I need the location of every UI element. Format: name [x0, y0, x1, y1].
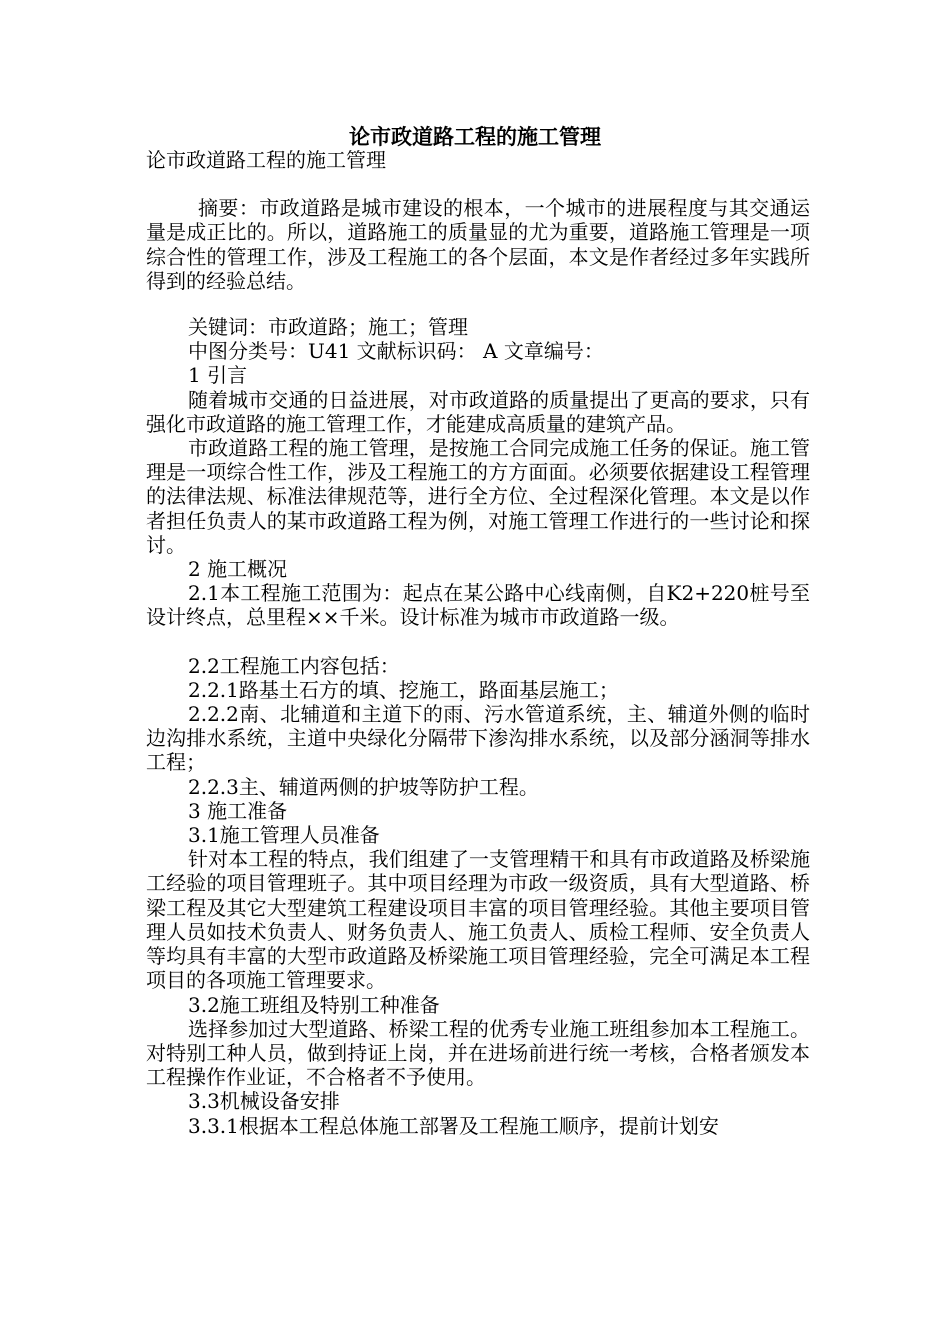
keywords-line: 关键词：市政道路；施工；管理: [188, 315, 468, 340]
abstract-paragraph: 摘要：市政道路是城市建设的根本，一个城市的进展程度与其交通运量是成正比的。所以，道路施工的质量显的尤为重要，道路施工管理是一项综合性的管理工作，涉及工程施工的各个层面，本文是作者经过多年实践所得到的经验总结。: [146, 196, 810, 293]
classification-line: 中图分类号：U41 文献标识码： A 文章编号：: [188, 339, 604, 364]
section-3-3-1-paragraph: 3.3.1根据本工程总体施工部署及工程施工顺序，提前计划安: [188, 1113, 719, 1138]
section-2-heading: 2 施工概况: [188, 557, 288, 582]
section-3-1-heading: 3.1施工管理人员准备: [188, 823, 380, 848]
section-2-2-paragraph: 2.2工程施工内容包括：: [188, 653, 400, 678]
document-subtitle: 论市政道路工程的施工管理: [146, 148, 386, 172]
section-3-1-paragraph: 针对本工程的特点，我们组建了一支管理精干和具有市政道路及桥梁施工经验的项目管理班子。其中项目经理为市政一级资质，具有大型道路、桥梁工程及其它大型建筑工程建设项目丰富的项目管理经验。其他主要项目管理人员如技术负责人、财务负责人、施工负责人、质检工程师、安全负责人等均具有丰富的大型市政道路及桥梁施工项目管理经验，完全可满足本工程项目的各项施工管理要求。: [146, 847, 810, 993]
section-2-2-3-paragraph: 2.2.3主、辅道两侧的护坡等防护工程。: [188, 774, 539, 799]
section-1-heading: 1 引言: [188, 363, 248, 388]
section-2-2-2-paragraph: 2.2.2南、北辅道和主道下的雨、污水管道系统，主、辅道外侧的临时边沟排水系统，主道中央绿化分隔带下渗沟排水系统，以及部分涵洞等排水工程；: [146, 702, 810, 775]
section-2-2-1-paragraph: 2.2.1路基土石方的填、挖施工，路面基层施工；: [188, 677, 619, 702]
section-3-2-paragraph: 选择参加过大型道路、桥梁工程的优秀专业施工班组参加本工程施工。对特别工种人员，做到持证上岗，并在进场前进行统一考核，合格者颁发本工程操作作业证，不合格者不予使用。: [146, 1016, 810, 1090]
section-2-1-paragraph: 2.1本工程施工范围为：起点在某公路中心线南侧，自K2+220桩号至设计终点，总里程××千米。设计标准为城市市政道路一级。: [146, 581, 810, 630]
document-title: 论市政道路工程的施工管理: [349, 124, 601, 149]
section-3-2-heading: 3.2施工班组及特别工种准备: [188, 992, 440, 1017]
section-1-paragraph-2: 市政道路工程的施工管理，是按施工合同完成施工任务的保证。施工管理是一项综合性工作，涉及工程施工的方方面面。必须要依据建设工程管理的法律法规、标准法律规范等，进行全方位、全过程深化管理。本文是以作者担任负责人的某市政道路工程为例，对施工管理工作进行的一些讨论和探讨。: [146, 436, 810, 557]
document-body: [146, 148, 810, 1138]
section-1-paragraph-1: 随着城市交通的日益进展，对市政道路的质量提出了更高的要求，只有强化市政道路的施工管理工作，才能建成高质量的建筑产品。: [146, 387, 810, 436]
section-3-3-heading: 3.3机械设备安排: [188, 1089, 340, 1114]
section-3-heading: 3 施工准备: [188, 798, 288, 823]
